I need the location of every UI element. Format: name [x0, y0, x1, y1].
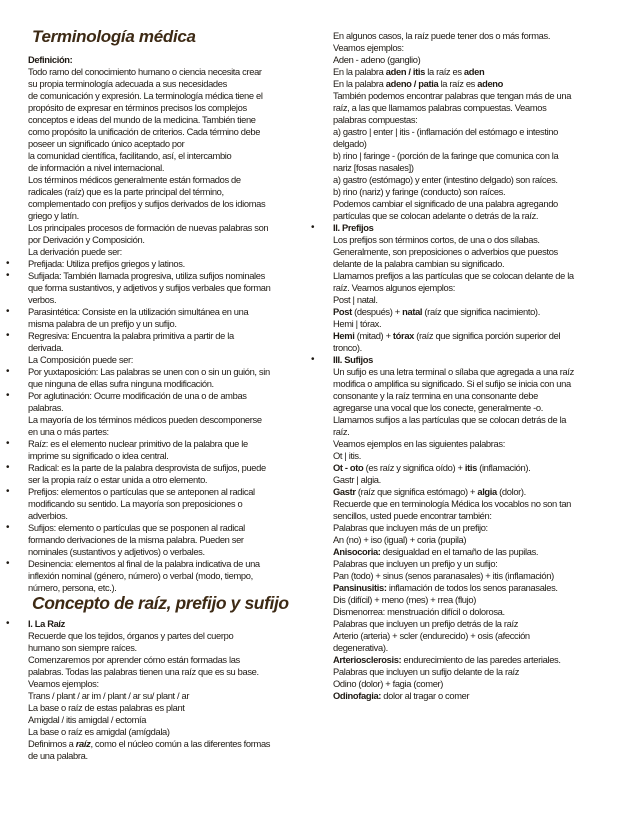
text-line [28, 294, 300, 306]
text-line [28, 222, 300, 234]
text-segment: (dolor). [496, 487, 526, 497]
bullet-line [28, 486, 300, 498]
text-line [333, 234, 609, 246]
text-segment: raíz. [333, 427, 350, 437]
text-line [28, 342, 300, 354]
text-line [333, 462, 609, 474]
text-segment: Recuerde que los tejidos, órganos y partes del cuerpo [28, 631, 234, 641]
text-line [28, 642, 300, 654]
text-line [333, 186, 609, 198]
text-segment: poseer un significado único aceptado por [28, 139, 185, 149]
bold-term: Anisocoria: [333, 547, 381, 557]
text-segment: Definimos a [28, 739, 76, 749]
text-line [333, 666, 609, 678]
bold-term: II. Prefijos [333, 223, 374, 233]
text-segment: de información a nivel internacional. [28, 163, 165, 173]
text-line [333, 570, 609, 582]
text-line [333, 366, 609, 378]
text-segment: b) rino | faringe - (porción de la faringe que comunica con la [333, 151, 559, 161]
text-line [28, 162, 300, 174]
text-line [28, 654, 300, 666]
text-line [333, 78, 609, 90]
text-line [28, 474, 300, 486]
text-segment: Llamamos prefijos a las partículas que se colocan delante de la [333, 271, 574, 281]
text-segment: formando derivaciones de la misma palabra. Pueden ser [28, 535, 244, 545]
text-line [333, 558, 609, 570]
text-segment: complementado con prefijos y sufijos derivados de los idiomas [28, 199, 266, 209]
text-line [333, 426, 609, 438]
text-segment: Palabras que incluyen un prefijo y un sufijo: [333, 559, 498, 569]
text-line [333, 294, 609, 306]
text-segment: (raíz que significa estómago) + [355, 487, 478, 497]
text-line [333, 342, 609, 354]
text-segment: ser la propia raíz o estar unida a otro elemento. [28, 475, 208, 485]
text-line [333, 678, 609, 690]
text-segment: dolor al tragar o comer [381, 691, 470, 701]
text-line [333, 474, 609, 486]
text-segment: (inflamación). [476, 463, 531, 473]
text-segment: tronco). [333, 343, 362, 353]
text-segment: adverbios. [28, 511, 68, 521]
bold-term: aden / itis [385, 67, 426, 77]
text-line [333, 330, 609, 342]
text-segment: derivada. [28, 343, 64, 353]
text-line [28, 402, 300, 414]
bold-term: natal [402, 307, 423, 317]
text-segment: La base o raíz de estas palabras es plant [28, 703, 185, 713]
text-segment: degenerativa). [333, 643, 388, 653]
text-segment: radicales (raíz) que es la parte principal del término, [28, 187, 224, 197]
text-line [28, 702, 300, 714]
text-segment: La Composición puede ser: [28, 355, 133, 365]
page-title: Terminología médica [32, 27, 196, 46]
text-segment: Radical: es la parte de la palabra desprovista de sufijos, puede [28, 463, 266, 473]
text-segment: Pan (todo) + sinus (senos paranasales) + itis (inflamación) [333, 571, 554, 581]
bold-term: Odinofagia: [333, 691, 382, 701]
text-line [28, 714, 300, 726]
text-segment: Raíz: es el elemento nuclear primitivo de la palabra que le [28, 439, 248, 449]
text-segment: b) rino (nariz) y faringe (conducto) son raíces. [333, 187, 506, 197]
text-line [28, 138, 300, 150]
left-column-bottom [28, 618, 300, 762]
text-line [333, 258, 609, 270]
bullet-line [28, 462, 300, 474]
text-segment: como propósito la unificación de criterios. Cada término debe [28, 127, 261, 137]
text-segment: Parasintética: Consiste en la utilización simultánea en una [28, 307, 249, 317]
text-segment: La mayoría de los términos médicos pueden descomponerse [28, 415, 262, 425]
text-segment: delgado) [333, 139, 367, 149]
text-segment: En la palabra [333, 67, 386, 77]
text-segment: Hemi | tórax. [333, 319, 382, 329]
text-segment: Sufijos: elemento o partículas que se posponen al radical [28, 523, 245, 533]
text-segment: palabras. [28, 403, 64, 413]
text-segment: (después) + [351, 307, 403, 317]
text-segment: Odino (dolor) + fagia (comer) [333, 679, 444, 689]
text-line [333, 138, 609, 150]
bullet-line [333, 354, 609, 366]
text-segment: conceptos e ideas del mundo de la medicina. También tiene [28, 115, 256, 125]
text-line [333, 642, 609, 654]
bold-term: adeno [477, 79, 504, 89]
bullet-line [28, 390, 300, 402]
text-line [28, 726, 300, 738]
text-segment: de comunicación y expresión. La terminología médica tiene el [28, 91, 263, 101]
text-segment: palabras compuestas: [333, 115, 418, 125]
text-segment: (raíz que significa porción superior del [414, 331, 561, 341]
text-line [333, 690, 609, 702]
text-line [28, 690, 300, 702]
text-segment: consonante y la raíz termina en una consonante debe [333, 391, 538, 401]
text-line [333, 66, 609, 78]
text-line [28, 78, 300, 90]
text-segment: humano son siempre raíces. [28, 643, 137, 653]
text-line [28, 246, 300, 258]
text-line [28, 66, 300, 78]
text-line [28, 186, 300, 198]
text-segment: Regresiva: Encuentra la palabra primitiva a partir de la [28, 331, 234, 341]
text-line [28, 666, 300, 678]
text-line [28, 210, 300, 222]
text-segment: Trans / plant / ar im / plant / ar su/ plant / ar [28, 691, 190, 701]
text-segment: Llamamos sufijos a las partículas que se colocan detrás de la [333, 415, 567, 425]
text-segment: que forma sustantivos, y adjetivos y sufijos verbales que forman [28, 283, 271, 293]
text-line [333, 318, 609, 330]
text-line [333, 30, 609, 42]
text-segment: Palabras que incluyen un sufijo delante de la raíz [333, 667, 520, 677]
text-line [333, 546, 609, 558]
text-segment: sencillos, usted puede encontrar también: [333, 511, 492, 521]
text-line [333, 630, 609, 642]
bullet-line [28, 618, 300, 630]
text-line [333, 162, 609, 174]
text-segment: Post | natal. [333, 295, 378, 305]
text-segment: Aden - adeno (ganglio) [333, 55, 421, 65]
text-segment: nariz [fosas nasales]) [333, 163, 414, 173]
text-segment: Veamos ejemplos: [333, 43, 404, 53]
text-segment: la raíz es [438, 79, 478, 89]
text-line [333, 522, 609, 534]
bullet-line [28, 366, 300, 378]
text-segment: (mitad) + [354, 331, 393, 341]
text-line [28, 510, 300, 522]
text-line [28, 630, 300, 642]
text-line [28, 54, 300, 66]
text-line [28, 750, 300, 762]
text-line [28, 546, 300, 558]
text-segment: partículas que se colocan adelante o detrás de la raíz. [333, 211, 539, 221]
text-line [333, 114, 609, 126]
text-line [28, 198, 300, 210]
text-line [333, 246, 609, 258]
text-line [333, 486, 609, 498]
text-segment: Por yuxtaposición: Las palabras se unen con o sin un guión, sin [28, 367, 270, 377]
text-segment: palabras. Todas las palabras tienen una raíz que es su base. [28, 667, 259, 677]
right-column [333, 30, 609, 702]
text-segment: Sufijada: También llamada progresiva, utiliza sufijos nominales [28, 271, 265, 281]
text-line [333, 450, 609, 462]
text-segment: An (no) + iso (igual) + coria (pupila) [333, 535, 467, 545]
text-line [28, 426, 300, 438]
bold-term: raíz [75, 739, 91, 749]
text-line [333, 102, 609, 114]
text-segment: , como el núcleo común a las diferentes formas [90, 739, 271, 749]
text-segment: Palabras que incluyen más de un prefijo: [333, 523, 488, 533]
text-line [28, 150, 300, 162]
text-segment: (es raíz y significa oído) + [363, 463, 465, 473]
bold-term: Definición: [28, 55, 73, 65]
text-segment: Prefijada: Utiliza prefijos griegos y latinos. [28, 259, 185, 269]
text-segment: Palabras que incluyen un prefijo detrás de la raíz [333, 619, 519, 629]
bullet-line [28, 558, 300, 570]
text-line [28, 534, 300, 546]
text-line [333, 402, 609, 414]
text-segment: Los principales procesos de formación de nuevas palabras son [28, 223, 269, 233]
text-line [28, 378, 300, 390]
text-segment: raíz. Veamos algunos ejemplos: [333, 283, 455, 293]
text-line [28, 174, 300, 186]
text-segment: raíz, a las que llamamos palabras compuestas. Veamos [333, 103, 547, 113]
text-line [333, 606, 609, 618]
text-line [333, 534, 609, 546]
bullet-line [28, 522, 300, 534]
text-line [333, 54, 609, 66]
text-line [333, 210, 609, 222]
text-segment: modificando su sentido. La mayoría son preposiciones o [28, 499, 243, 509]
bold-term: algia [477, 487, 497, 497]
text-line [28, 234, 300, 246]
text-segment: Comenzaremos por aprender cómo están formadas las [28, 655, 240, 665]
text-segment: inflexión nominal (género, número) o verbal (modo, tiempo, [28, 571, 253, 581]
text-line [28, 354, 300, 366]
text-segment: en una o más partes: [28, 427, 109, 437]
bold-term: aden [463, 67, 485, 77]
text-segment: la comunidad científica, facilitando, así, el intercambio [28, 151, 232, 161]
text-segment: la raíz es [425, 67, 464, 77]
bold-term: adeno / patia [385, 79, 439, 89]
text-segment: inflamación de todos los senos paranasales. [386, 583, 558, 593]
bold-term: Post [333, 307, 352, 317]
bold-term: Pansinusitis: [333, 583, 387, 593]
text-line [28, 318, 300, 330]
text-line [333, 90, 609, 102]
text-segment: agregarse una vocal que los conecte, generalmente -o. [333, 403, 543, 413]
text-segment: Gastr | algia. [333, 475, 381, 485]
text-line [28, 282, 300, 294]
bullet-line [28, 306, 300, 318]
text-segment: Ot | itis. [333, 451, 361, 461]
text-line [28, 498, 300, 510]
text-line [333, 438, 609, 450]
bold-term: I. La Raíz [28, 619, 66, 629]
text-line [28, 126, 300, 138]
bullet-line [28, 438, 300, 450]
bold-term: Gastr [333, 487, 356, 497]
text-segment: desigualdad en el tamaño de las pupilas. [380, 547, 539, 557]
text-segment: Todo ramo del conocimiento humano o ciencia necesita crear [28, 67, 262, 77]
text-line [333, 654, 609, 666]
text-segment: Un sufijo es una letra terminal o sílaba que agregada a una raíz [333, 367, 574, 377]
text-line [28, 570, 300, 582]
bold-term: itis [464, 463, 477, 473]
text-segment: nominales (sustantivos y adjetivos) o verbales. [28, 547, 205, 557]
text-segment: Podemos cambiar el significado de una palabra agregando [333, 199, 558, 209]
left-column-top [28, 54, 300, 594]
text-line [333, 498, 609, 510]
text-line [28, 114, 300, 126]
text-segment: su propia terminología adecuada a sus necesidades [28, 79, 227, 89]
text-line [28, 414, 300, 426]
text-segment: Desinencia: elementos al final de la palabra indicativa de una [28, 559, 260, 569]
text-segment: Dis (difícil) + meno (mes) + rrea (flujo) [333, 595, 476, 605]
text-line [333, 282, 609, 294]
text-segment: imprime su significado o idea central. [28, 451, 169, 461]
text-segment: propósito de expresar en términos precisos los complejos [28, 103, 247, 113]
text-segment: por Derivación y Composición. [28, 235, 145, 245]
text-segment: Arterio (arteria) + scler (endurecido) + osis (afección [333, 631, 530, 641]
text-line [28, 90, 300, 102]
text-line [333, 42, 609, 54]
text-segment: a) gastro | enter | itis - (inflamación del estómago e intestino [333, 127, 558, 137]
text-line [333, 126, 609, 138]
section-title: Concepto de raíz, prefijo y sufijo [32, 593, 289, 613]
text-segment: a) gastro (estómago) y enter (intestino delgado) son raíces. [333, 175, 558, 185]
text-line [333, 198, 609, 210]
text-line [28, 678, 300, 690]
text-segment: Prefijos: elementos o partículas que se anteponen al radical [28, 487, 255, 497]
text-segment: Los términos médicos generalmente están formados de [28, 175, 241, 185]
text-line [333, 618, 609, 630]
text-segment: número, persona, etc.). [28, 583, 117, 593]
text-segment: Veamos ejemplos: [28, 679, 99, 689]
bullet-line [28, 258, 300, 270]
text-line [333, 378, 609, 390]
text-line [333, 306, 609, 318]
text-segment: La derivación puede ser: [28, 247, 122, 257]
text-segment: griego y latín. [28, 211, 79, 221]
text-segment: Recuerde que en terminología Médica los vocablos no son tan [333, 499, 572, 509]
text-line [28, 738, 300, 750]
text-line [333, 390, 609, 402]
text-line [333, 150, 609, 162]
text-segment: (raíz que significa nacimiento). [422, 307, 540, 317]
text-segment: Amigdal / itis amigdal / ectomía [28, 715, 147, 725]
text-segment: modifica o amplifica su significado. Si el sufijo se inicia con una [333, 379, 571, 389]
text-segment: delante de la palabra cambian su significado. [333, 259, 505, 269]
text-segment: misma palabra de un prefijo y un sufijo. [28, 319, 177, 329]
text-segment: La base o raíz es amigdal (amígdala) [28, 727, 170, 737]
text-segment: Dismenorrea: menstruación difícil o dolorosa. [333, 607, 505, 617]
text-segment: Por aglutinación: Ocurre modificación de una o de ambas [28, 391, 247, 401]
text-segment: Los prefijos son términos cortos, de una o dos sílabas. [333, 235, 540, 245]
text-line [333, 582, 609, 594]
text-segment: En algunos casos, la raíz puede tener dos o más formas. [333, 31, 551, 41]
text-line [333, 174, 609, 186]
text-segment: que ninguna de ellas sufra ninguna modificación. [28, 379, 214, 389]
text-segment: También podemos encontrar palabras que tengan más de una [333, 91, 572, 101]
text-segment: En la palabra [333, 79, 386, 89]
bold-term: Arteriosclerosis: [333, 655, 402, 665]
text-segment: endurecimiento de las paredes arteriales. [401, 655, 561, 665]
bold-term: tórax [392, 331, 415, 341]
text-segment: Veamos ejemplos en las siguientes palabras: [333, 439, 505, 449]
text-line [28, 450, 300, 462]
bold-term: Hemi [333, 331, 355, 341]
text-line [333, 594, 609, 606]
text-line [28, 102, 300, 114]
text-segment: verbos. [28, 295, 57, 305]
bold-term: Ot - oto [333, 463, 364, 473]
text-segment: Generalmente, son preposiciones o adverbios que puestos [333, 247, 558, 257]
bullet-line [333, 222, 609, 234]
text-line [333, 510, 609, 522]
bullet-line [28, 330, 300, 342]
text-line [333, 270, 609, 282]
text-segment: de una palabra. [28, 751, 88, 761]
bullet-line [28, 270, 300, 282]
bold-term: III. Sufijos [333, 355, 373, 365]
text-line [333, 414, 609, 426]
